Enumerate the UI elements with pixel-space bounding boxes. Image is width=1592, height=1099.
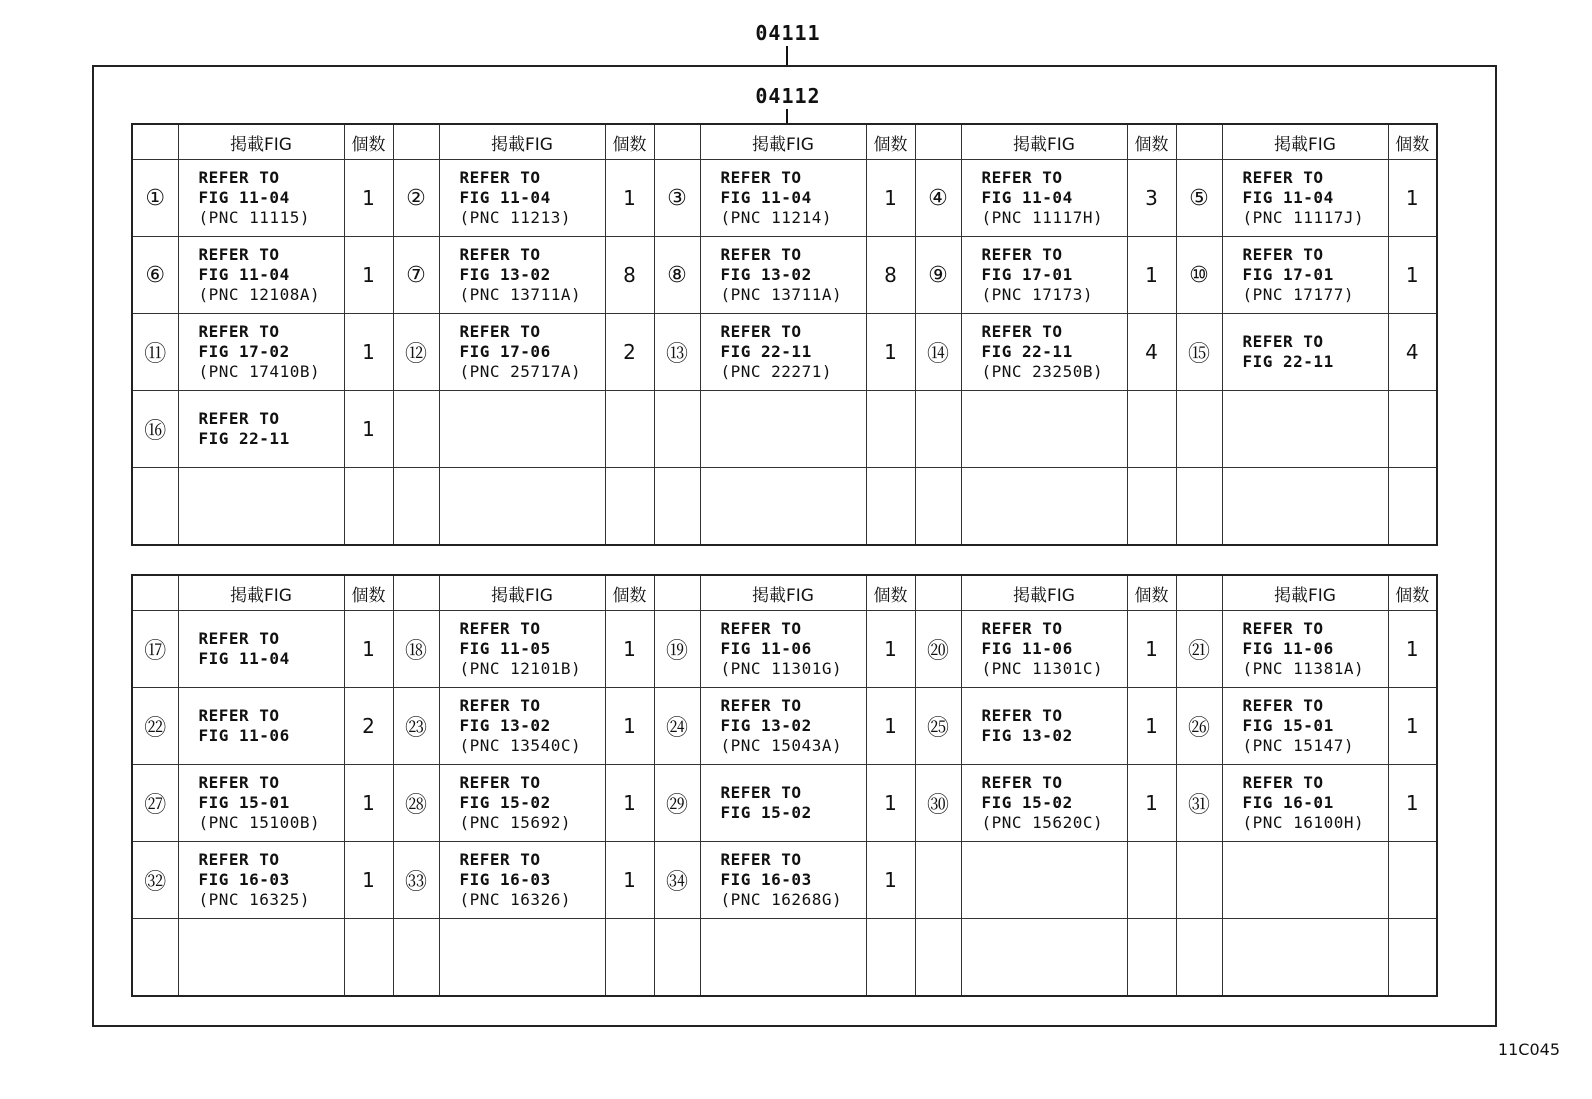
item-number bbox=[654, 919, 700, 997]
quantity: 1 bbox=[344, 391, 393, 468]
item-number: ㉖ bbox=[1176, 688, 1222, 765]
fig-line: FIG 11-04 bbox=[198, 265, 290, 284]
table-row bbox=[132, 919, 1437, 997]
quantity bbox=[605, 391, 654, 468]
refer-line: REFER TO bbox=[1242, 619, 1324, 638]
header-fig-cell: 掲載FIG bbox=[961, 124, 1127, 160]
header-num-cell bbox=[1176, 575, 1222, 611]
pnc-line: (PNC 22271) bbox=[720, 362, 832, 381]
refer-line: REFER TO bbox=[720, 696, 802, 715]
quantity: 1 bbox=[1388, 160, 1437, 237]
item-number: ⑪ bbox=[132, 314, 178, 391]
pnc-line: (PNC 15692) bbox=[459, 813, 571, 832]
figure-reference bbox=[700, 842, 866, 919]
header-qty-cell: 個数 bbox=[605, 575, 654, 611]
fig-line: FIG 22-11 bbox=[1242, 352, 1334, 371]
figure-reference bbox=[439, 611, 605, 688]
figure-reference bbox=[700, 688, 866, 765]
item-number: ⑲ bbox=[654, 611, 700, 688]
pnc-line: (PNC 11213) bbox=[459, 208, 571, 227]
fig-line: FIG 15-01 bbox=[198, 793, 290, 812]
figure-reference bbox=[1222, 237, 1388, 314]
header-num-cell bbox=[654, 124, 700, 160]
header-fig-cell: 掲載FIG bbox=[961, 575, 1127, 611]
refer-line: REFER TO bbox=[981, 322, 1063, 341]
header-num-cell bbox=[915, 575, 961, 611]
figure-reference bbox=[439, 237, 605, 314]
refer-line: REFER TO bbox=[198, 409, 280, 428]
header-fig-cell: 掲載FIG bbox=[700, 124, 866, 160]
header-qty-cell: 個数 bbox=[605, 124, 654, 160]
item-number bbox=[132, 919, 178, 997]
quantity bbox=[605, 468, 654, 546]
header-num-cell bbox=[915, 124, 961, 160]
header-fig-cell: 掲載FIG bbox=[178, 124, 344, 160]
refer-line: REFER TO bbox=[198, 850, 280, 869]
quantity: 8 bbox=[605, 237, 654, 314]
refer-line: REFER TO bbox=[981, 773, 1063, 792]
item-number: ㉜ bbox=[132, 842, 178, 919]
figure-reference bbox=[1222, 160, 1388, 237]
item-number bbox=[915, 919, 961, 997]
quantity: 1 bbox=[866, 688, 915, 765]
figure-reference bbox=[178, 237, 344, 314]
header-qty-cell: 個数 bbox=[866, 575, 915, 611]
pnc-line: (PNC 13711A) bbox=[720, 285, 843, 304]
item-number bbox=[1176, 842, 1222, 919]
figure-reference bbox=[961, 160, 1127, 237]
figure-reference bbox=[961, 765, 1127, 842]
item-number: ⑧ bbox=[654, 237, 700, 314]
pnc-line: (PNC 11117H) bbox=[981, 208, 1104, 227]
fig-line: FIG 17-01 bbox=[1242, 265, 1334, 284]
refer-line: REFER TO bbox=[981, 245, 1063, 264]
quantity: 4 bbox=[1127, 314, 1176, 391]
table-row bbox=[132, 160, 1437, 237]
refer-line: REFER TO bbox=[459, 696, 541, 715]
item-number: ㉓ bbox=[393, 688, 439, 765]
refer-line: REFER TO bbox=[459, 619, 541, 638]
quantity bbox=[866, 468, 915, 546]
figure-reference bbox=[439, 688, 605, 765]
table-row bbox=[132, 468, 1437, 546]
figure-reference bbox=[961, 237, 1127, 314]
figure-reference bbox=[1222, 688, 1388, 765]
item-number: ㉝ bbox=[393, 842, 439, 919]
table-row bbox=[132, 765, 1437, 842]
figure-reference bbox=[1222, 611, 1388, 688]
fig-line: FIG 16-03 bbox=[198, 870, 290, 889]
refer-line: REFER TO bbox=[459, 168, 541, 187]
quantity bbox=[1127, 468, 1176, 546]
item-number bbox=[393, 919, 439, 997]
quantity: 1 bbox=[1388, 765, 1437, 842]
item-number bbox=[654, 391, 700, 468]
quantity bbox=[866, 919, 915, 997]
figure-reference bbox=[178, 765, 344, 842]
quantity bbox=[1388, 842, 1437, 919]
pnc-line: (PNC 25717A) bbox=[459, 362, 582, 381]
header-num-cell bbox=[393, 124, 439, 160]
header-fig-cell: 掲載FIG bbox=[439, 124, 605, 160]
parts-table-lower bbox=[131, 574, 1438, 997]
pnc-line: (PNC 17173) bbox=[981, 285, 1093, 304]
quantity bbox=[1388, 919, 1437, 997]
fig-line: FIG 11-06 bbox=[720, 639, 812, 658]
figure-reference bbox=[439, 391, 605, 468]
quantity bbox=[344, 919, 393, 997]
quantity: 1 bbox=[344, 314, 393, 391]
table-row bbox=[132, 688, 1437, 765]
kit-leader-line bbox=[786, 109, 788, 124]
refer-line: REFER TO bbox=[1242, 245, 1324, 264]
item-number: ③ bbox=[654, 160, 700, 237]
refer-line: REFER TO bbox=[198, 773, 280, 792]
figure-reference bbox=[961, 391, 1127, 468]
refer-line: REFER TO bbox=[981, 168, 1063, 187]
refer-line: REFER TO bbox=[198, 168, 280, 187]
figure-reference bbox=[178, 919, 344, 997]
refer-line: REFER TO bbox=[1242, 696, 1324, 715]
fig-line: FIG 17-06 bbox=[459, 342, 551, 361]
header-row bbox=[132, 575, 1437, 611]
quantity: 1 bbox=[1388, 611, 1437, 688]
refer-line: REFER TO bbox=[198, 706, 280, 725]
fig-line: FIG 22-11 bbox=[720, 342, 812, 361]
figure-reference bbox=[1222, 765, 1388, 842]
pnc-line: (PNC 11115) bbox=[198, 208, 310, 227]
header-fig-cell: 掲載FIG bbox=[439, 575, 605, 611]
fig-line: FIG 13-02 bbox=[459, 716, 551, 735]
pnc-line: (PNC 15147) bbox=[1242, 736, 1354, 755]
figure-reference bbox=[700, 611, 866, 688]
pnc-line: (PNC 15043A) bbox=[720, 736, 843, 755]
figure-reference bbox=[700, 391, 866, 468]
refer-line: REFER TO bbox=[198, 322, 280, 341]
header-fig-cell: 掲載FIG bbox=[1222, 124, 1388, 160]
refer-line: REFER TO bbox=[981, 619, 1063, 638]
item-number: ㉕ bbox=[915, 688, 961, 765]
refer-line: REFER TO bbox=[720, 783, 802, 802]
quantity bbox=[1388, 468, 1437, 546]
item-number: ⑭ bbox=[915, 314, 961, 391]
pnc-line: (PNC 17410B) bbox=[198, 362, 321, 381]
fig-line: FIG 11-04 bbox=[1242, 188, 1334, 207]
item-number: ㉗ bbox=[132, 765, 178, 842]
refer-line: REFER TO bbox=[198, 245, 280, 264]
pnc-line: (PNC 11381A) bbox=[1242, 659, 1365, 678]
refer-line: REFER TO bbox=[1242, 773, 1324, 792]
refer-line: REFER TO bbox=[720, 619, 802, 638]
item-number bbox=[1176, 391, 1222, 468]
quantity bbox=[866, 391, 915, 468]
item-number bbox=[132, 468, 178, 546]
header-num-cell bbox=[654, 575, 700, 611]
fig-line: FIG 11-05 bbox=[459, 639, 551, 658]
header-qty-cell: 個数 bbox=[344, 575, 393, 611]
header-num-cell bbox=[132, 575, 178, 611]
item-number bbox=[1176, 468, 1222, 546]
header-qty-cell: 個数 bbox=[1127, 124, 1176, 160]
fig-line: FIG 11-04 bbox=[198, 188, 290, 207]
item-number: ㉞ bbox=[654, 842, 700, 919]
header-fig-cell: 掲載FIG bbox=[700, 575, 866, 611]
quantity: 3 bbox=[1127, 160, 1176, 237]
fig-line: FIG 16-01 bbox=[1242, 793, 1334, 812]
header-num-cell bbox=[132, 124, 178, 160]
fig-line: FIG 13-02 bbox=[720, 265, 812, 284]
item-number: ⑩ bbox=[1176, 237, 1222, 314]
quantity: 8 bbox=[866, 237, 915, 314]
quantity bbox=[344, 468, 393, 546]
header-num-cell bbox=[1176, 124, 1222, 160]
header-qty-cell: 個数 bbox=[1127, 575, 1176, 611]
figure-reference bbox=[700, 314, 866, 391]
item-number: ① bbox=[132, 160, 178, 237]
item-number bbox=[393, 391, 439, 468]
fig-line: FIG 11-04 bbox=[720, 188, 812, 207]
pnc-line: (PNC 13711A) bbox=[459, 285, 582, 304]
quantity: 1 bbox=[605, 160, 654, 237]
refer-line: REFER TO bbox=[459, 322, 541, 341]
figure-reference bbox=[700, 160, 866, 237]
item-number bbox=[915, 468, 961, 546]
header-fig-cell: 掲載FIG bbox=[178, 575, 344, 611]
header-num-cell bbox=[393, 575, 439, 611]
figure-reference bbox=[961, 842, 1127, 919]
fig-line: FIG 22-11 bbox=[198, 429, 290, 448]
figure-reference bbox=[1222, 391, 1388, 468]
pnc-line: (PNC 11117J) bbox=[1242, 208, 1365, 227]
quantity: 2 bbox=[605, 314, 654, 391]
figure-reference bbox=[700, 765, 866, 842]
item-number: ⑰ bbox=[132, 611, 178, 688]
header-fig-cell: 掲載FIG bbox=[1222, 575, 1388, 611]
fig-line: FIG 11-06 bbox=[981, 639, 1073, 658]
figure-reference bbox=[1222, 919, 1388, 997]
figure-reference bbox=[439, 765, 605, 842]
figure-reference bbox=[178, 314, 344, 391]
figure-reference bbox=[700, 919, 866, 997]
item-number: ⑱ bbox=[393, 611, 439, 688]
pnc-line: (PNC 15100B) bbox=[198, 813, 321, 832]
table-row bbox=[132, 391, 1437, 468]
fig-line: FIG 11-04 bbox=[459, 188, 551, 207]
item-number bbox=[915, 391, 961, 468]
item-number bbox=[654, 468, 700, 546]
fig-line: FIG 15-02 bbox=[720, 803, 812, 822]
item-number: ⑦ bbox=[393, 237, 439, 314]
header-qty-cell: 個数 bbox=[1388, 575, 1437, 611]
header-qty-cell: 個数 bbox=[344, 124, 393, 160]
fig-line: FIG 16-03 bbox=[459, 870, 551, 889]
figure-reference bbox=[1222, 842, 1388, 919]
pnc-line: (PNC 16326) bbox=[459, 890, 571, 909]
item-number bbox=[915, 842, 961, 919]
item-number: ㉒ bbox=[132, 688, 178, 765]
quantity: 1 bbox=[344, 611, 393, 688]
fig-line: FIG 17-02 bbox=[198, 342, 290, 361]
quantity: 1 bbox=[344, 160, 393, 237]
quantity: 4 bbox=[1388, 314, 1437, 391]
quantity: 1 bbox=[1127, 611, 1176, 688]
table-row bbox=[132, 314, 1437, 391]
item-number: ㉙ bbox=[654, 765, 700, 842]
figure-reference bbox=[439, 314, 605, 391]
pnc-line: (PNC 16268G) bbox=[720, 890, 843, 909]
fig-line: FIG 22-11 bbox=[981, 342, 1073, 361]
refer-line: REFER TO bbox=[198, 629, 280, 648]
kit-code-label: 04112 bbox=[755, 84, 821, 108]
figure-reference bbox=[961, 919, 1127, 997]
quantity: 1 bbox=[1127, 765, 1176, 842]
quantity: 2 bbox=[344, 688, 393, 765]
quantity: 1 bbox=[1388, 237, 1437, 314]
fig-line: FIG 15-01 bbox=[1242, 716, 1334, 735]
quantity: 1 bbox=[866, 765, 915, 842]
fig-line: FIG 11-06 bbox=[198, 726, 290, 745]
item-number: ㉑ bbox=[1176, 611, 1222, 688]
quantity bbox=[605, 919, 654, 997]
item-number: ㉔ bbox=[654, 688, 700, 765]
refer-line: REFER TO bbox=[1242, 332, 1324, 351]
fig-line: FIG 15-02 bbox=[459, 793, 551, 812]
quantity: 1 bbox=[605, 765, 654, 842]
refer-line: REFER TO bbox=[720, 850, 802, 869]
fig-line: FIG 15-02 bbox=[981, 793, 1073, 812]
item-number: ② bbox=[393, 160, 439, 237]
quantity bbox=[1388, 391, 1437, 468]
item-number: ㉚ bbox=[915, 765, 961, 842]
figure-reference bbox=[178, 160, 344, 237]
pnc-line: (PNC 23250B) bbox=[981, 362, 1104, 381]
quantity bbox=[1127, 391, 1176, 468]
item-number: ⑳ bbox=[915, 611, 961, 688]
pnc-line: (PNC 11214) bbox=[720, 208, 832, 227]
pnc-line: (PNC 12108A) bbox=[198, 285, 321, 304]
quantity: 1 bbox=[1127, 688, 1176, 765]
table-row bbox=[132, 237, 1437, 314]
figure-reference bbox=[439, 919, 605, 997]
fig-line: FIG 13-02 bbox=[459, 265, 551, 284]
quantity: 1 bbox=[605, 688, 654, 765]
figure-reference bbox=[961, 468, 1127, 546]
quantity: 1 bbox=[344, 237, 393, 314]
figure-reference bbox=[178, 688, 344, 765]
pnc-line: (PNC 11301G) bbox=[720, 659, 843, 678]
fig-line: FIG 11-04 bbox=[198, 649, 290, 668]
pnc-line: (PNC 16325) bbox=[198, 890, 310, 909]
fig-line: FIG 13-02 bbox=[981, 726, 1073, 745]
refer-line: REFER TO bbox=[1242, 168, 1324, 187]
figure-reference bbox=[439, 160, 605, 237]
item-number: ㉘ bbox=[393, 765, 439, 842]
quantity: 1 bbox=[1388, 688, 1437, 765]
quantity: 1 bbox=[866, 314, 915, 391]
item-number: ⑬ bbox=[654, 314, 700, 391]
figure-reference bbox=[178, 611, 344, 688]
quantity: 1 bbox=[605, 611, 654, 688]
quantity bbox=[1127, 842, 1176, 919]
item-number: ⑨ bbox=[915, 237, 961, 314]
figure-reference bbox=[700, 237, 866, 314]
drawing-code-label: 11C045 bbox=[1497, 1040, 1560, 1059]
quantity: 1 bbox=[866, 611, 915, 688]
refer-line: REFER TO bbox=[720, 245, 802, 264]
refer-line: REFER TO bbox=[459, 245, 541, 264]
item-number bbox=[1176, 919, 1222, 997]
fig-line: FIG 13-02 bbox=[720, 716, 812, 735]
figure-reference bbox=[961, 611, 1127, 688]
pnc-line: (PNC 17177) bbox=[1242, 285, 1354, 304]
item-number: ④ bbox=[915, 160, 961, 237]
assembly-code-label: 04111 bbox=[755, 21, 821, 45]
item-number: ⑮ bbox=[1176, 314, 1222, 391]
figure-reference bbox=[178, 391, 344, 468]
quantity: 1 bbox=[866, 160, 915, 237]
figure-reference bbox=[961, 314, 1127, 391]
table-row bbox=[132, 842, 1437, 919]
item-number bbox=[393, 468, 439, 546]
pnc-line: (PNC 12101B) bbox=[459, 659, 582, 678]
pnc-line: (PNC 13540C) bbox=[459, 736, 582, 755]
pnc-line: (PNC 11301C) bbox=[981, 659, 1104, 678]
item-number: ⑫ bbox=[393, 314, 439, 391]
item-number: ⑥ bbox=[132, 237, 178, 314]
item-number: ㉛ bbox=[1176, 765, 1222, 842]
quantity bbox=[1127, 919, 1176, 997]
refer-line: REFER TO bbox=[459, 850, 541, 869]
refer-line: REFER TO bbox=[459, 773, 541, 792]
header-qty-cell: 個数 bbox=[866, 124, 915, 160]
figure-reference bbox=[439, 842, 605, 919]
fig-line: FIG 11-06 bbox=[1242, 639, 1334, 658]
figure-reference bbox=[1222, 314, 1388, 391]
pnc-line: (PNC 16100H) bbox=[1242, 813, 1365, 832]
parts-table-upper bbox=[131, 123, 1438, 546]
fig-line: FIG 16-03 bbox=[720, 870, 812, 889]
quantity: 1 bbox=[605, 842, 654, 919]
quantity: 1 bbox=[344, 842, 393, 919]
header-qty-cell: 個数 bbox=[1388, 124, 1437, 160]
pnc-line: (PNC 15620C) bbox=[981, 813, 1104, 832]
table-row bbox=[132, 611, 1437, 688]
fig-line: FIG 11-04 bbox=[981, 188, 1073, 207]
refer-line: REFER TO bbox=[720, 168, 802, 187]
fig-line: FIG 17-01 bbox=[981, 265, 1073, 284]
quantity: 1 bbox=[344, 765, 393, 842]
item-number: ⑤ bbox=[1176, 160, 1222, 237]
item-number: ⑯ bbox=[132, 391, 178, 468]
figure-reference bbox=[178, 842, 344, 919]
quantity: 1 bbox=[1127, 237, 1176, 314]
quantity: 1 bbox=[866, 842, 915, 919]
figure-reference bbox=[439, 468, 605, 546]
figure-reference bbox=[1222, 468, 1388, 546]
figure-reference bbox=[178, 468, 344, 546]
figure-reference bbox=[700, 468, 866, 546]
figure-reference bbox=[961, 688, 1127, 765]
header-row bbox=[132, 124, 1437, 160]
refer-line: REFER TO bbox=[981, 706, 1063, 725]
assembly-leader-line bbox=[786, 46, 788, 66]
refer-line: REFER TO bbox=[720, 322, 802, 341]
